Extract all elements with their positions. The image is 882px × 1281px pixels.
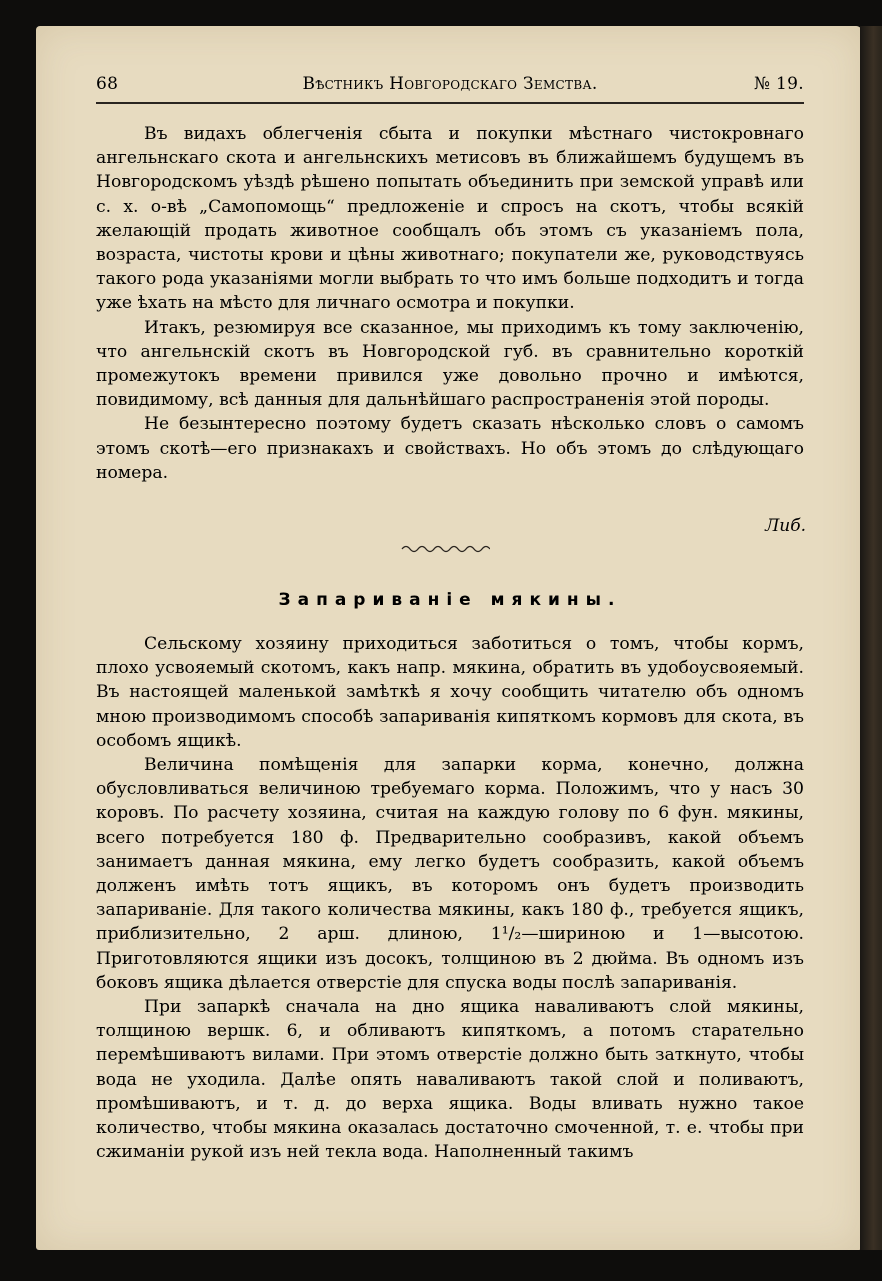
paragraph	[96, 753, 804, 995]
divider-ornament	[400, 542, 490, 556]
fraction: 1¹/₂	[490, 924, 522, 945]
header-rule	[96, 102, 804, 104]
article-1-body	[96, 122, 804, 485]
paragraph-part: Величина помѣщенія для запарки корма, конечно, должна обусловливаться величиною требуемаго корма. Положимъ, что у насъ 30 коровъ. По расчету хозяина, считая на каждую голову по 6 фун. мякины, всего потребуется 180 ф. Предварительно сообразивъ, какой объемъ занимаетъ данная мякина, ему легко будетъ сообразить, какой объемъ долженъ имѣть тотъ ящикъ, въ которомъ онъ будетъ производить запариваніе. Для такого количества мякины, какъ 180 ф., требуется ящикъ, приблизительно, 2 арш. длиною,	[96, 755, 804, 945]
page-number: 68	[96, 74, 119, 94]
issue-number: № 19.	[753, 74, 804, 94]
paragraph: Итакъ, резюмируя все сказанное, мы приходимъ къ тому заключенію, что ангельнскій скотъ въ Новгородской губ. въ сравнительно короткій промежутокъ времени привился уже довольно прочно и имѣются, повидимому, всѣ данныя для дальнѣйшаго распространенія этой породы.	[96, 317, 804, 411]
paragraph: Не безынтересно поэтому будетъ сказать нѣсколько словъ о самомъ этомъ скотѣ—его признакахъ и свойствахъ. Но объ этомъ до слѣдующаго номера.	[96, 414, 804, 483]
book-spine	[860, 26, 882, 1250]
paragraph-part: —шириною и 1—высотою. Приготовляются ящики изъ досокъ, толщиною въ 2 дюйма. Въ одномъ изъ боковъ ящика дѣлается отверстіе для спуска воды послѣ запариванія.	[96, 924, 804, 993]
author-signature: Либ.	[765, 516, 806, 536]
paragraph: Въ видахъ облегченія сбыта и покупки мѣстнаго чистокровнаго ангельнскаго скота и ангельнскихъ метисовъ въ ближайшемъ будущемъ въ Новгородскомъ уѣздѣ рѣшено попытать объединить при земской управѣ или с. х. о-вѣ „Самопомощь“ предложеніе и спросъ на скотъ, чтобы всякій желающій продать животное сообщалъ объ этомъ съ указаніемъ пола, возраста, чистоты крови и цѣны животнаго; покупатели же, руководствуясь такого рода указаніями могли выбрать то что имъ больше подходитъ и тогда уже ѣхать на мѣсто для личнаго осмотра и покупки.	[96, 124, 804, 314]
paragraph: Сельскому хозяину приходиться заботиться о томъ, чтобы кормъ, плохо усвояемый скотомъ, какъ напр. мякина, обратить въ удобоусвояемый. Въ настоящей маленькой замѣткѣ я хочу сообщить читателю объ одномъ мною производимомъ способѣ запариванія кипяткомъ кормовъ для скота, въ особомъ ящикѣ.	[96, 634, 804, 751]
running-header	[96, 74, 804, 98]
article-2-body	[96, 632, 804, 1164]
article-2-title: Запариваніе мякины.	[278, 590, 622, 610]
paragraph: При запаркѣ сначала на дно ящика наваливаютъ слой мякины, толщиною вершк. 6, и обливаютъ кипяткомъ, а потомъ старательно перемѣшиваютъ вилами. При этомъ отверстіе должно быть заткнуто, чтобы вода не уходила. Далѣе опять наваливаютъ такой слой и поливаютъ, промѣшиваютъ, и т. д. до верха ящика. Воды вливать нужно такое количество, чтобы мякина оказалась достаточно смоченной, т. е. чтобы при сжиманіи рукой изъ ней текла вода. Наполненный такимъ	[96, 997, 804, 1163]
journal-title: Вѣстникъ Новгородскаго Земства.	[302, 74, 598, 94]
